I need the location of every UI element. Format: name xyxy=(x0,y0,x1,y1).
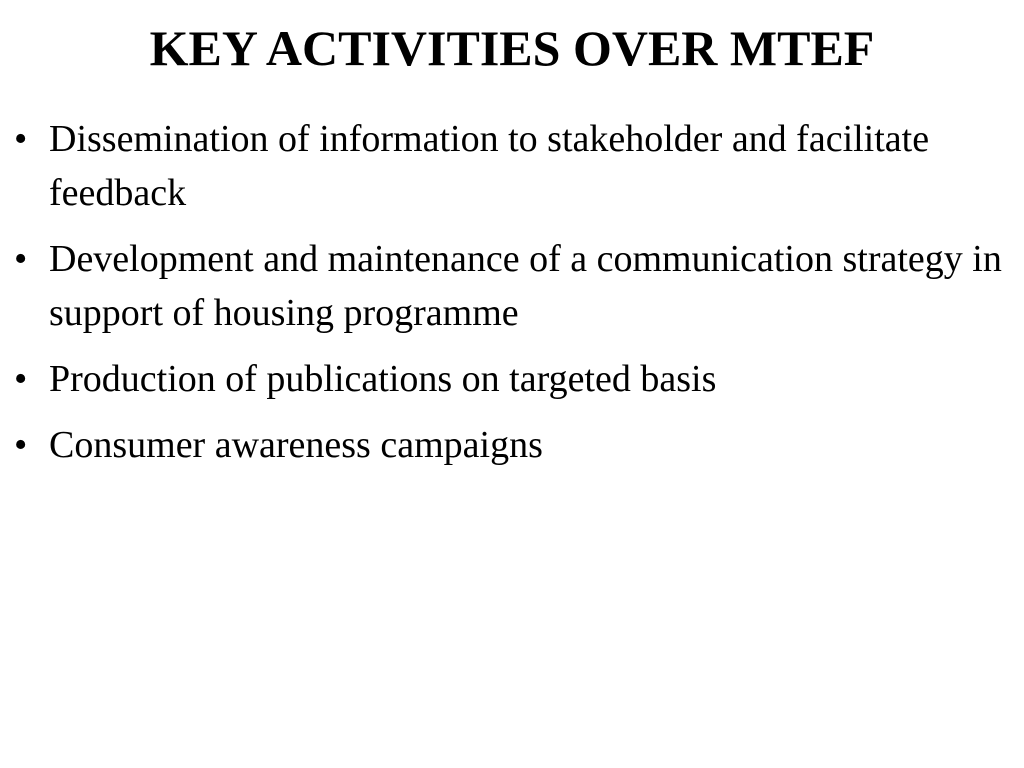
bullet-item xyxy=(14,112,1014,220)
bullet-icon: • xyxy=(14,424,28,466)
bullet-item xyxy=(14,352,1014,406)
bullet-icon: • xyxy=(14,238,28,280)
bullet-text: Consumer awareness campaigns xyxy=(49,424,543,466)
bullet-item xyxy=(14,232,1014,340)
bullet-text: Production of publications on targeted basis xyxy=(49,358,717,400)
slide-title: KEY ACTIVITIES OVER MTEF xyxy=(149,20,875,76)
bullet-list xyxy=(14,112,1014,484)
bullet-icon: • xyxy=(14,118,28,160)
bullet-icon: • xyxy=(14,358,28,400)
bullet-item xyxy=(14,418,1014,472)
bullet-text: Development and maintenance of a communication strategy in support of housing programme xyxy=(49,238,1002,334)
bullet-text: Dissemination of information to stakeholder and facilitate feedback xyxy=(49,118,930,214)
